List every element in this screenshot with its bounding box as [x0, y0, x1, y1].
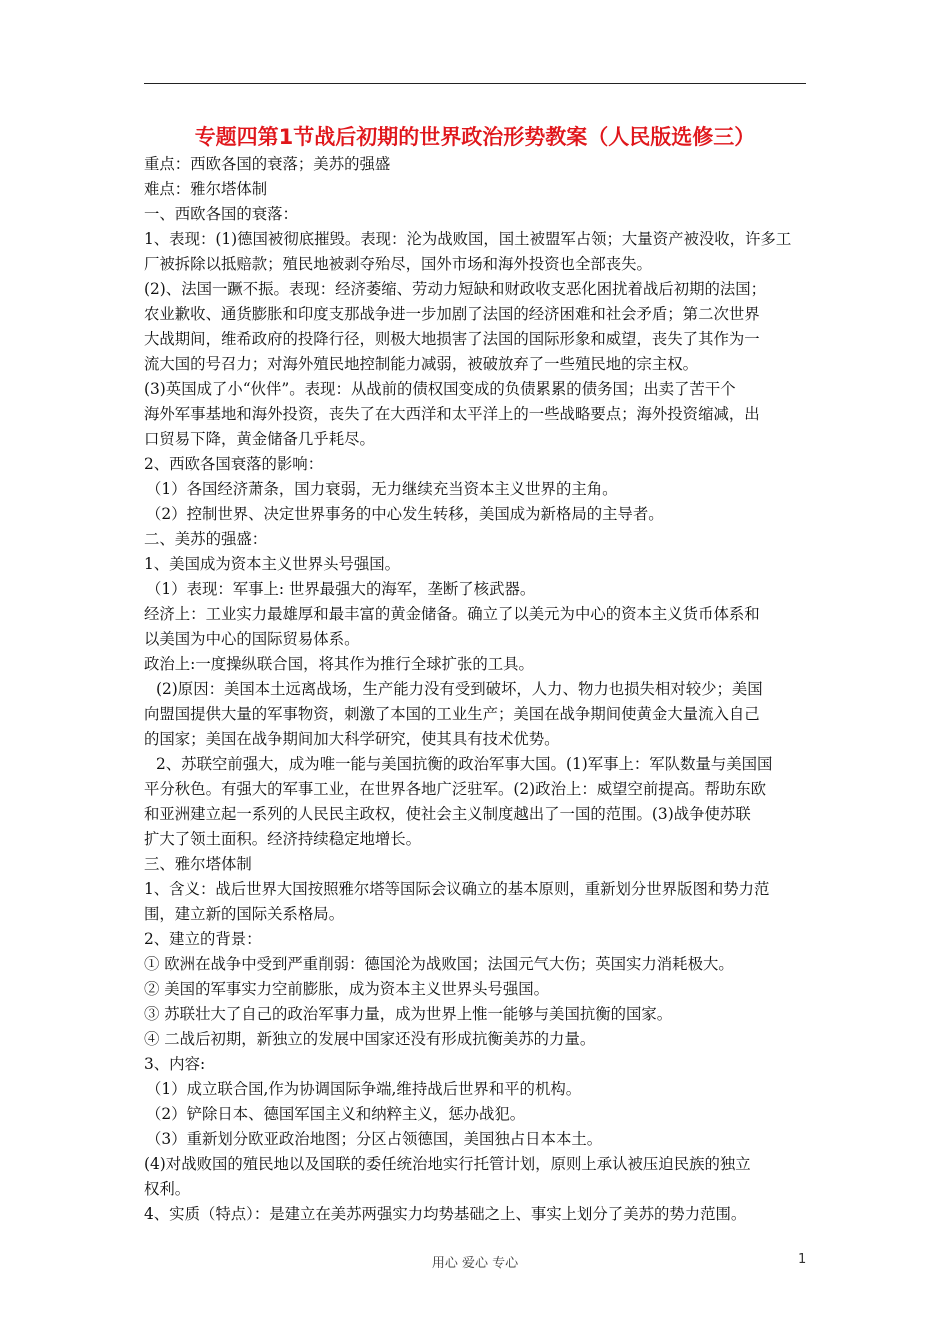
text-line: 2、西欧各国衰落的影响：	[144, 455, 324, 473]
header-rule	[144, 83, 806, 84]
text-line: 农业歉收、通货膨胀和印度支那战争进一步加剧了法国的经济困难和社会矛盾；第二次世界	[144, 305, 760, 323]
text-line: 1、美国成为资本主义世界头号强国。	[144, 555, 401, 573]
text-line: ③ 苏联壮大了自己的政治军事力量，成为世界上惟一能够与美国抗衡的国家。	[144, 1005, 673, 1023]
text-line: ② 美国的军事实力空前膨胀，成为资本主义世界头号强国。	[144, 980, 550, 998]
text-line: （1）表现：军事上: 世界最强大的海军，垄断了核武器。	[146, 580, 536, 598]
text-line: 1、表现：(1)德国被彻底摧毁。表现：沦为战败国，国土被盟军占领；大量资产被没收，许多工	[144, 230, 792, 248]
text-line: （2）铲除日本、德国军国主义和纳粹主义，惩办战犯。	[146, 1105, 526, 1123]
text-line: 以美国为中心的国际贸易体系。	[144, 630, 360, 648]
text-line: 4、实质（特点）：是建立在美苏两强实力均势基础之上、事实上划分了美苏的势力范围。	[144, 1205, 747, 1223]
document-title: 专题四第1节战后初期的世界政治形势教案（人民版选修三）	[194, 125, 756, 149]
text-line: 平分秋色。有强大的军事工业，在世界各地广泛驻军。(2)政治上：威望空前提高。帮助东欧	[144, 780, 767, 798]
text-line: 的国家；美国在战争期间加大科学研究，使其具有技术优势。	[144, 730, 560, 748]
text-line: 和亚洲建立起一系列的人民民主政权，使社会主义制度越出了一国的范围。(3)战争使苏联	[144, 805, 751, 823]
text-line: 向盟国提供大量的军事物资，刺激了本国的工业生产；美国在战争期间使黄金大量流入自己	[144, 705, 760, 723]
page-number: 1	[798, 1252, 807, 1267]
text-line: （1）成立联合国,作为协调国际争端,维持战后世界和平的机构。	[146, 1080, 582, 1098]
footer-text: 用心 爱心 专心	[431, 1256, 519, 1271]
text-line: 经济上：工业实力最雄厚和最丰富的黄金储备。确立了以美元为中心的资本主义货币体系和	[144, 605, 760, 623]
text-line: 二、美苏的强盛：	[144, 530, 268, 548]
text-line: 政治上:一度操纵联合国，将其作为推行全球扩张的工具。	[144, 655, 534, 673]
text-line: ① 欧洲在战争中受到严重削弱：德国沦为战败国；法国元气大伤；英国实力消耗极大。	[144, 955, 734, 973]
text-line: (3)英国成了小“伙伴”。表现：从战前的债权国变成的负债累累的债务国；出卖了苦干个	[144, 380, 736, 398]
text-line: 难点：雅尔塔体制	[144, 180, 268, 198]
text-line: (2)、法国一蹶不振。表现：经济萎缩、劳动力短缺和财政收支恶化困扰着战后初期的法国；	[144, 280, 767, 298]
text-line: 扩大了领土面积。经济持续稳定地增长。	[144, 830, 422, 848]
text-line: 2、建立的背景：	[144, 930, 262, 948]
text-line: 重点：西欧各国的衰落；美苏的强盛	[144, 155, 391, 173]
text-line: (2)原因：美国本土远离战场，生产能力没有受到破坏，人力、物力也损失相对较少；美国	[156, 680, 763, 698]
text-line: 2、苏联空前强大，成为唯一能与美国抗衡的政治军事大国。(1)军事上：军队数量与美国国	[156, 755, 773, 773]
text-line: 围，建立新的国际关系格局。	[144, 905, 345, 923]
text-line: 3、内容:	[144, 1055, 206, 1073]
text-line: 海外军事基地和海外投资，丧失了在大西洋和太平洋上的一些战略要点；海外投资缩减，出	[144, 405, 760, 423]
text-line: （2）控制世界、决定世界事务的中心发生转移，美国成为新格局的主导者。	[146, 505, 664, 523]
text-line: （1）各国经济萧条，国力衰弱，无力继续充当资本主义世界的主角。	[146, 480, 618, 498]
text-line: 三、雅尔塔体制	[144, 855, 252, 873]
text-line: 大战期间，维希政府的投降行径，则极大地损害了法国的国际形象和威望，丧失了其作为一	[144, 330, 760, 348]
text-line: 一、西欧各国的衰落：	[144, 205, 298, 223]
text-line: ④ 二战后初期，新独立的发展中国家还没有形成抗衡美苏的力量。	[144, 1030, 596, 1048]
text-line: 流大国的号召力；对海外殖民地控制能力减弱，被破放弃了一些殖民地的宗主权。	[144, 355, 699, 373]
document-body	[144, 152, 808, 1227]
text-line: 权利。	[144, 1180, 191, 1198]
text-line: 口贸易下降，黄金储备几乎耗尽。	[144, 430, 375, 448]
text-line: 1、含义：战后世界大国按照雅尔塔等国际会议确立的基本原则，重新划分世界版图和势力范	[144, 880, 770, 898]
text-line: (4)对战败国的殖民地以及国联的委任统治地实行托管计划，原则上承认被压迫民族的独立	[144, 1155, 751, 1173]
text-line: 厂被拆除以抵赔款；殖民地被剥夺殆尽，国外市场和海外投资也全部丧失。	[144, 255, 652, 273]
text-line: （3）重新划分欧亚政治地图；分区占领德国，美国独占日本本土。	[146, 1130, 603, 1148]
